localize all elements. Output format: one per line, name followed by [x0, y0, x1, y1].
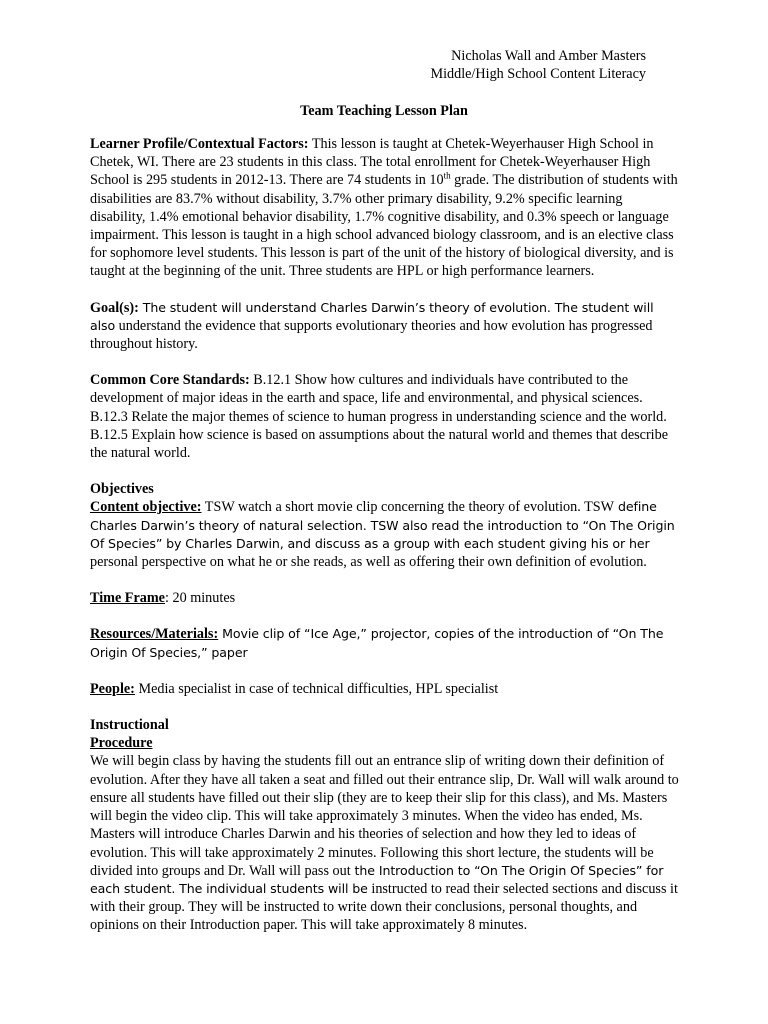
- document-body: [90, 135, 680, 935]
- standards-section: [90, 371, 680, 462]
- procedure-text-sans: the Introduction to “On The Origin Of Species” for each student. The individual students will be: [90, 862, 664, 896]
- content-objective-label: Content objective:: [90, 499, 202, 516]
- course-line: Middle/High School Content Literacy: [430, 66, 646, 82]
- procedure-text-b: instructed to read their selected sections and discuss it with their group. They will be instructed to write down their conclusions, personal thoughts, and opinions on their Introduction paper. This will take approximately 8 minutes.: [90, 880, 678, 934]
- learner-profile-text-b: grade. The distribution of students with disabilities are 83.7% without disability, 3.7% other primary disability, 9.2% specific learning disability, 1.4% emotional behavior disability, 1.7% cognitive disability, and 0.3% speech or language impairment. This lesson is taught in a high school advanced biology classroom, and is an elective class for sophomore level students. This lesson is part of the unit of the history of biological diversity, and is taught at the beginning of the unit. Three students are HPL or high performance learners.: [90, 172, 678, 280]
- resources-section: [90, 625, 680, 661]
- objectives-text-a: TSW watch a short movie clip concerning the theory of evolution. TSW: [201, 499, 615, 516]
- learner-profile-section: [90, 135, 680, 281]
- people-section: [90, 680, 680, 698]
- time-frame-section: [90, 589, 680, 607]
- objectives-section: [90, 480, 680, 571]
- procedure-heading: Instructional: [90, 717, 169, 734]
- goals-section: [90, 299, 680, 354]
- time-frame-label: Time Frame: [90, 590, 165, 607]
- authors-line: Nicholas Wall and Amber Masters: [451, 48, 646, 64]
- procedure-text-a: We will begin class by having the students fill out an entrance slip of writing down their definition of evolution. After they have all taken a seat and filled out their entrance slip, Dr. Wall will walk around to ensure all students have filled out their slip (they are to keep their slip for this class), and Ms. Masters will begin the video clip. This will take approximately 3 minutes. When the video has ended, Ms. Masters will introduce Charles Darwin and his theories of selection and how they led to ideas of evolution. This will take approximately 2 minutes. Following this short lecture, the students will be divided into groups and Dr. Wall will pass out: [90, 753, 679, 879]
- procedure-subheading: Procedure: [90, 735, 153, 752]
- standards-text: B.12.1 Show how cultures and individuals have contributed to the development of major ideas in the earth and space, life and environmental, and physical sciences. B.12.3 Relate the major themes of science to human progress in understanding science and the world. B.12.5 Explain how science is based on assumptions about the natural world and themes that describe the natural world.: [90, 372, 669, 462]
- goals-text: understand the evidence that supports evolutionary theories and how evolution has progressed throughout history.: [90, 317, 653, 353]
- goals-label: Goal(s):: [90, 299, 139, 316]
- superscript-th: th: [443, 170, 451, 181]
- goals-text-sans: The student will understand Charles Darwin’s theory of evolution. The student will also: [90, 299, 654, 333]
- time-frame-text: : 20 minutes: [164, 590, 236, 607]
- resources-text: Movie clip of “Ice Age,” projector, copies of the introduction of “On The Origin Of Species,” paper: [90, 626, 664, 660]
- standards-label: Common Core Standards:: [90, 372, 250, 389]
- objectives-text-b: personal perspective on what he or she reads, as well as offering their own definition of evolution.: [90, 554, 647, 571]
- document-header: [430, 47, 646, 83]
- learner-profile-text-a: This lesson is taught at Chetek-Weyerhauser High School in Chetek, WI. There are 23 students in this class. The total enrollment for Chetek-Weyerhauser High School is 295 students in 2012-13. There are 74 students in 10: [90, 136, 654, 189]
- objectives-heading: Objectives: [90, 481, 154, 498]
- people-label: People:: [90, 680, 135, 697]
- learner-profile-label: Learner Profile/Contextual Factors:: [90, 136, 309, 152]
- objectives-text-sans: define Charles Darwin’s theory of natural selection. TSW also read the introduction to “On The Origin Of Species” by Charles Darwin, and discuss as a group with each student giving his or her: [90, 499, 675, 551]
- people-text: Media specialist in case of technical difficulties, HPL specialist: [134, 680, 499, 697]
- procedure-section: [90, 716, 680, 934]
- document-title: Team Teaching Lesson Plan: [300, 103, 468, 119]
- resources-label: Resources/Materials:: [90, 626, 219, 643]
